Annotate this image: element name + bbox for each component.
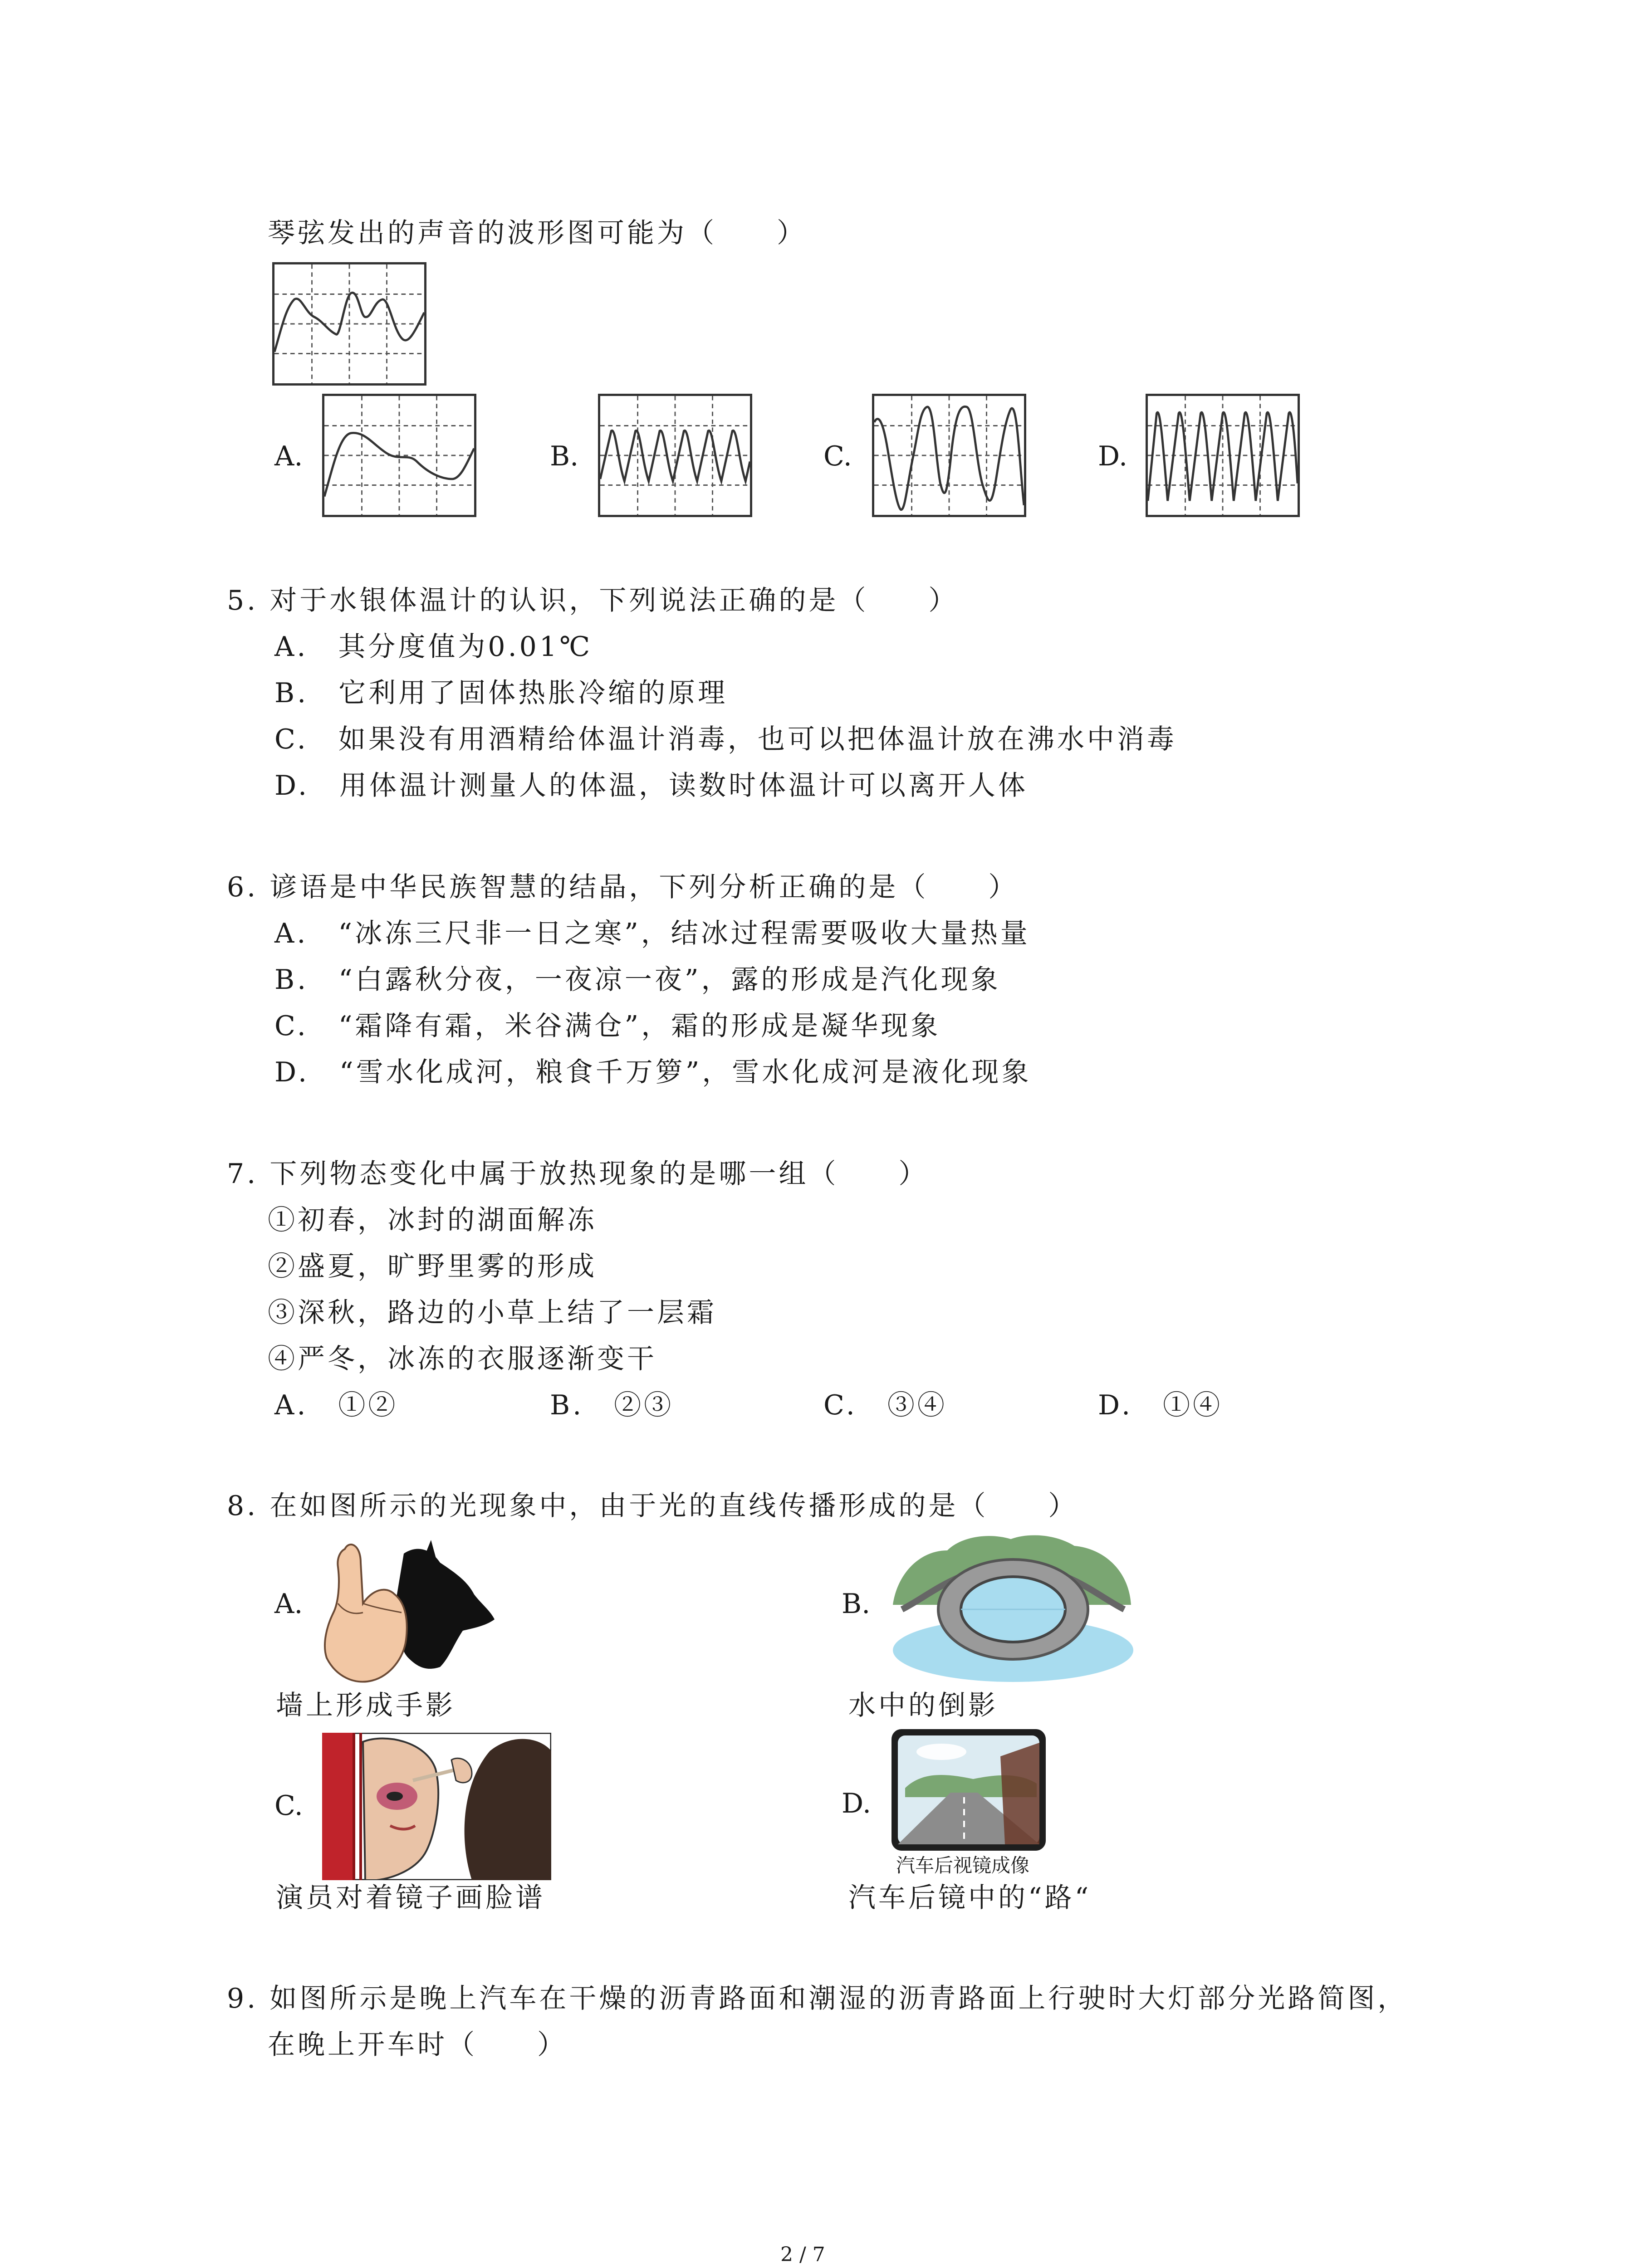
q9-stem-line2: 在晚上开车时（ ）: [268, 2029, 567, 2061]
q8-option-d-image[interactable]: [892, 1729, 1046, 1851]
q4-option-d-label[interactable]: D.: [1098, 440, 1128, 472]
q7-option-a[interactable]: A. ①②: [274, 1389, 398, 1421]
q4-option-d-waveform[interactable]: [1146, 394, 1300, 517]
q6-option-b[interactable]: B. “白露秋分夜，一夜凉一夜”，露的形成是汽化现象: [274, 964, 1001, 996]
q5-option-b[interactable]: B. 它利用了固体热胀冷缩的原理: [274, 677, 728, 709]
q8-option-c-caption: 演员对着镜子画脸谱: [276, 1882, 545, 1914]
q7-stem: 7. 下列物态变化中属于放热现象的是哪一组（ ）: [227, 1158, 929, 1190]
q5-option-c[interactable]: C. 如果没有用酒精给体温计消毒，也可以把体温计放在沸水中消毒: [274, 723, 1177, 755]
q6-option-d[interactable]: D. “雪水化成河，粮食千万箩”，雪水化成河是液化现象: [274, 1056, 1032, 1088]
q8-option-a-caption: 墙上形成手影: [276, 1690, 456, 1721]
q7-item-3: ③深秋，路边的小草上结了一层霜: [268, 1297, 717, 1329]
q4-option-a-waveform[interactable]: [322, 394, 476, 517]
q9-stem-line1: 9. 如图所示是晚上汽车在干燥的沥青路面和潮湿的沥青路面上行驶时大灯部分光路简图，: [227, 1983, 1408, 2014]
page-number: 2 / 7: [780, 2243, 825, 2266]
q4-reference-waveform: [272, 262, 426, 386]
q8-option-a-label[interactable]: A.: [274, 1588, 303, 1620]
q4-option-b-label[interactable]: B.: [550, 440, 579, 472]
q7-item-4: ④严冬，冰冻的衣服逐渐变干: [268, 1343, 657, 1375]
q7-item-1: ①初春，冰封的湖面解冻: [268, 1204, 597, 1236]
q8-option-b-image[interactable]: [893, 1532, 1133, 1682]
q8-option-a-image[interactable]: [318, 1535, 497, 1687]
q8-option-d-image-text: 汽车后视镜成像: [896, 1854, 1030, 1877]
q4-option-c-label[interactable]: C.: [823, 440, 852, 472]
q4-stem: 琴弦发出的声音的波形图可能为（ ）: [268, 217, 807, 249]
q5-option-d[interactable]: D. 用体温计测量人的体温，读数时体温计可以离开人体: [274, 770, 1029, 802]
q8-option-b-label[interactable]: B.: [842, 1588, 871, 1620]
q7-option-c[interactable]: C. ③④: [823, 1389, 947, 1421]
q7-option-d[interactable]: D. ①④: [1098, 1389, 1223, 1421]
q6-option-c[interactable]: C. “霜降有霜，米谷满仓”，霜的形成是凝华现象: [274, 1010, 941, 1042]
q5-option-a[interactable]: A. 其分度值为0.01℃: [274, 631, 593, 663]
q7-option-b[interactable]: B. ②③: [550, 1389, 674, 1421]
q8-option-b-caption: 水中的倒影: [848, 1690, 998, 1721]
q4-option-c-waveform[interactable]: [872, 394, 1026, 517]
q6-option-a[interactable]: A. “冰冻三尺非一日之寒”，结冰过程需要吸收大量热量: [274, 918, 1030, 949]
q8-option-c-label[interactable]: C.: [274, 1790, 303, 1822]
q8-stem: 8. 在如图所示的光现象中，由于光的直线传播形成的是（ ）: [227, 1490, 1078, 1522]
q7-item-2: ②盛夏，旷野里雾的形成: [268, 1251, 597, 1282]
q8-option-d-caption: 汽车后镜中的“路“: [848, 1882, 1092, 1914]
q8-option-d-label[interactable]: D.: [842, 1788, 872, 1819]
q6-stem: 6. 谚语是中华民族智慧的结晶，下列分析正确的是（ ）: [227, 871, 1019, 903]
q8-option-c-image[interactable]: [322, 1733, 551, 1880]
q4-option-b-waveform[interactable]: [598, 394, 752, 517]
q5-stem: 5. 对于水银体温计的认识，下列说法正确的是（ ）: [227, 585, 959, 616]
q4-option-a-label[interactable]: A.: [274, 440, 303, 472]
